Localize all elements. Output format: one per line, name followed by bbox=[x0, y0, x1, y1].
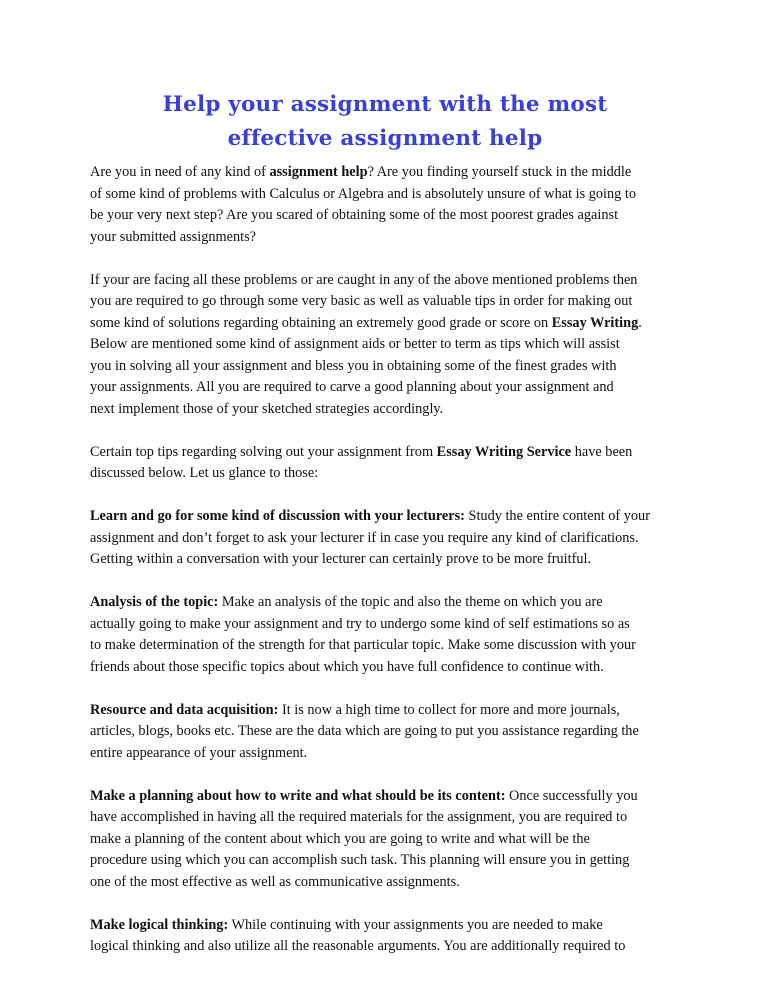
text-line bbox=[90, 399, 680, 421]
text-line bbox=[90, 227, 680, 249]
text-run: While continuing with your assignments you are needed to make bbox=[228, 916, 603, 933]
paragraph bbox=[90, 592, 680, 678]
text-run: Below are mentioned some kind of assignment aids or better to term as tips which will assist bbox=[90, 336, 620, 352]
text-run: It is now a high time to collect for more and more journals, bbox=[278, 701, 620, 718]
bold-text: Learn and go for some kind of discussion with your lecturers: bbox=[90, 508, 465, 524]
text-run: make a planning of the content about which you are going to write and what will be the bbox=[90, 830, 590, 847]
text-run: Are you in need of any kind of bbox=[90, 164, 270, 180]
text-run: If your are facing all these problems or are caught in any of the above mentioned problems then bbox=[90, 271, 638, 288]
text-run: some kind of solutions regarding obtaining an extremely good grade or score on bbox=[90, 314, 552, 331]
bold-text: Make logical thinking: bbox=[90, 916, 229, 933]
text-line bbox=[90, 313, 680, 335]
text-run: your assignments. All you are required to carve a good planning about your assignment and bbox=[90, 379, 614, 395]
text-line bbox=[90, 291, 680, 313]
text-run: have accomplished in having all the required materials for the assignment, you are required to bbox=[90, 809, 628, 825]
text-line bbox=[90, 786, 680, 808]
text-run: friends about those specific topics about which you have full confidence to continue with. bbox=[90, 658, 604, 675]
text-run: Study the entire content of your bbox=[464, 508, 650, 524]
title-line: Help your assignment with the most bbox=[162, 92, 608, 117]
text-line bbox=[90, 614, 680, 636]
text-run: you in solving all your assignment and bless you in obtaining some of the finest grades with bbox=[90, 357, 617, 374]
text-run: have been bbox=[571, 443, 633, 460]
text-line bbox=[90, 162, 680, 184]
text-line bbox=[90, 807, 680, 829]
text-run: entire appearance of your assignment. bbox=[90, 744, 308, 761]
paragraph bbox=[90, 442, 680, 485]
text-line bbox=[90, 549, 680, 571]
text-run: Certain top tips regarding solving out your assignment from bbox=[90, 443, 437, 460]
text-run: one of the most effective as well as communicative assignments. bbox=[90, 873, 460, 890]
text-line bbox=[90, 721, 680, 743]
text-line bbox=[90, 872, 680, 894]
text-line bbox=[90, 829, 680, 851]
text-run: Getting within a conversation with your lecturer can certainly prove to be more fruitful. bbox=[90, 551, 592, 567]
text-run: . bbox=[638, 314, 642, 331]
text-run: Once successfully you bbox=[505, 787, 638, 804]
text-run: next implement those of your sketched strategies accordingly. bbox=[90, 400, 444, 417]
text-line bbox=[90, 334, 680, 356]
text-line bbox=[90, 205, 680, 227]
paragraph bbox=[90, 786, 680, 894]
text-run: to make determination of the strength for that particular topic. Make some discussion with your bbox=[90, 637, 636, 653]
paragraph bbox=[90, 700, 680, 765]
text-line bbox=[90, 270, 680, 292]
text-run: articles, blogs, books etc. These are the data which are going to put you assistance regarding the bbox=[90, 723, 639, 739]
text-line bbox=[90, 850, 680, 872]
bold-text: Make a planning about how to write and what should be its content: bbox=[90, 787, 506, 804]
text-line bbox=[90, 700, 680, 722]
paragraph bbox=[90, 506, 680, 571]
text-line bbox=[90, 377, 680, 399]
bold-text: assignment help bbox=[269, 164, 368, 180]
text-run: your submitted assignments? bbox=[90, 228, 256, 245]
text-run: of some kind of problems with Calculus or Algebra and is absolutely unsure of what is going to bbox=[90, 185, 636, 202]
bold-text: Resource and data acquisition: bbox=[90, 701, 279, 718]
text-run: assignment and don’t forget to ask your lecturer if in case you require any kind of clarifications. bbox=[90, 529, 639, 546]
text-line bbox=[90, 657, 680, 679]
title-line: effective assignment help bbox=[227, 126, 543, 151]
bold-text: Essay Writing Service bbox=[436, 443, 572, 460]
text-line bbox=[90, 592, 680, 614]
text-line bbox=[90, 506, 680, 528]
text-run: discussed below. Let us glance to those: bbox=[90, 465, 319, 481]
paragraph bbox=[90, 915, 680, 958]
text-line bbox=[90, 635, 680, 657]
text-run: ? Are you finding yourself stuck in the middle bbox=[367, 164, 632, 180]
document-page bbox=[90, 88, 680, 979]
text-line bbox=[90, 442, 680, 464]
text-line bbox=[90, 915, 680, 937]
text-run: be your very next step? Are you scared of obtaining some of the most poorest grades against bbox=[90, 207, 619, 223]
text-line bbox=[90, 743, 680, 765]
text-line bbox=[90, 463, 680, 485]
paragraph bbox=[90, 162, 680, 248]
text-run: procedure using which you can accomplish such task. This planning will ensure you in getting bbox=[90, 852, 630, 868]
bold-text: Analysis of the topic: bbox=[90, 594, 219, 610]
text-line bbox=[90, 356, 680, 378]
document-title bbox=[90, 88, 680, 156]
bold-text: Essay Writing bbox=[551, 314, 639, 331]
text-line bbox=[90, 936, 680, 958]
text-run: actually going to make your assignment and try to undergo some kind of self estimations so as bbox=[90, 615, 630, 632]
text-line bbox=[90, 528, 680, 550]
text-line bbox=[90, 184, 680, 206]
paragraph bbox=[90, 270, 680, 421]
text-run: logical thinking and also utilize all the reasonable arguments. You are additionally required to bbox=[90, 938, 626, 954]
document-body bbox=[90, 162, 680, 958]
text-run: Make an analysis of the topic and also the theme on which you are bbox=[218, 594, 603, 610]
text-run: you are required to go through some very basic as well as valuable tips in order for making out bbox=[90, 293, 633, 309]
